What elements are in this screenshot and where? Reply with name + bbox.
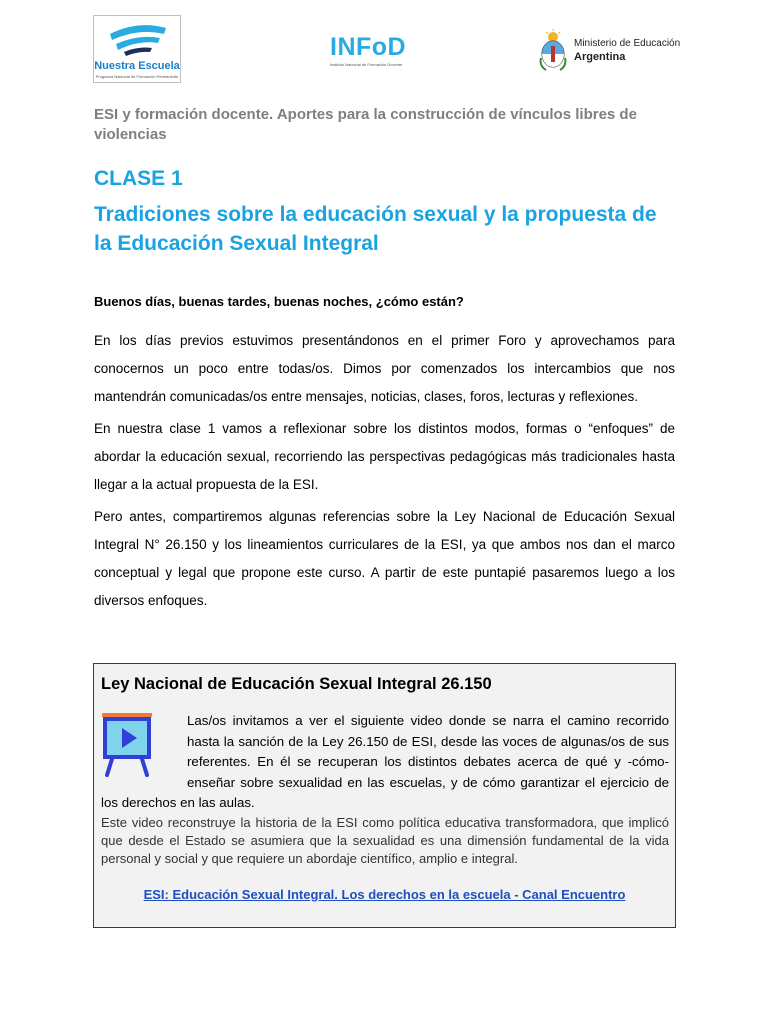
ministerio-logo — [538, 28, 688, 72]
greeting: Buenos días, buenas tardes, buenas noches, ¿cómo están? — [94, 294, 464, 309]
infod-subtitle: Instituto Nacional de Formación Docente — [330, 62, 403, 67]
law-box-lead-text: Las/os invitamos a ver el siguiente video donde se narra el camino recorrido hasta la sanción de la Ley 26.150 de ESI, desde las voces de algunas/os de sus referentes. En él se recuperan los distintos debates acerca de qué y -cómo- enseñar sobre sexualidad en las escuelas, y de cómo garantizar el ejercicio de los derechos en las aulas. — [101, 713, 669, 810]
nuestra-escuela-name: Nuestra Escuela — [94, 60, 180, 72]
paragraph-3: Pero antes, compartiremos algunas referencias sobre la Ley Nacional de Educación Sexual Integral N° 26.150 y los lineamientos curriculares de la ESI, ya que ambos nos dan el marco conceptual y legal que propone este curso. A partir de este puntapié pasaremos luego a los diversos enfoques. — [94, 509, 675, 608]
clase-title: Tradiciones sobre la educación sexual y la propuesta de la Educación Sexual Integral — [94, 203, 657, 255]
law-box-lead — [101, 711, 669, 814]
header-logos — [0, 0, 768, 100]
nuestra-escuela-swoosh-icon — [102, 20, 174, 60]
video-presentation-icon — [102, 711, 152, 777]
law-info-box — [93, 663, 676, 928]
course-title: ESI y formación docente. Aportes para la construcción de vínculos libres de violencias — [94, 106, 637, 143]
escudo-nacional-icon — [538, 28, 568, 72]
nuestra-escuela-logo — [93, 15, 181, 83]
nuestra-escuela-subtitle: Programa Nacional de Formación Permanente — [95, 74, 179, 79]
law-box-title: Ley Nacional de Educación Sexual Integral 26.150 — [101, 675, 492, 693]
infod-name: INFoD — [330, 33, 407, 61]
infod-logo — [330, 34, 430, 70]
ministerio-line1: Ministerio de Educación — [574, 38, 681, 49]
law-box-description: Este video reconstruye la historia de la ESI como política educativa transformadora, que implicó que desde el Estado se asumiera que la sexualidad es una dimensión fundamental de la vida personal y social y que requiere un abordaje científico, amplio e integral. — [101, 815, 669, 866]
ministerio-line2: Argentina — [574, 51, 626, 63]
paragraph-1: En los días previos estuvimos presentándonos en el primer Foro y aprovechamos para conocernos un poco entre todas/os. Dimos por comenzados los intercambios que nos mantendrán comunicadas/os entre mensajes, noticias, clases, foros, lecturas y reflexiones. — [94, 333, 675, 404]
intro-paragraphs — [94, 327, 675, 619]
paragraph-2: En nuestra clase 1 vamos a reflexionar sobre los distintos modos, formas o “enfoques” de abordar la educación sexual, recorriendo las perspectivas pedagógicas más tradicionales hasta llegar a la actual propuesta de la ESI. — [94, 421, 675, 492]
clase-label: CLASE 1 — [94, 167, 183, 190]
canal-encuentro-video-link[interactable]: ESI: Educación Sexual Integral. Los derechos en la escuela - Canal Encuentro — [143, 887, 626, 902]
